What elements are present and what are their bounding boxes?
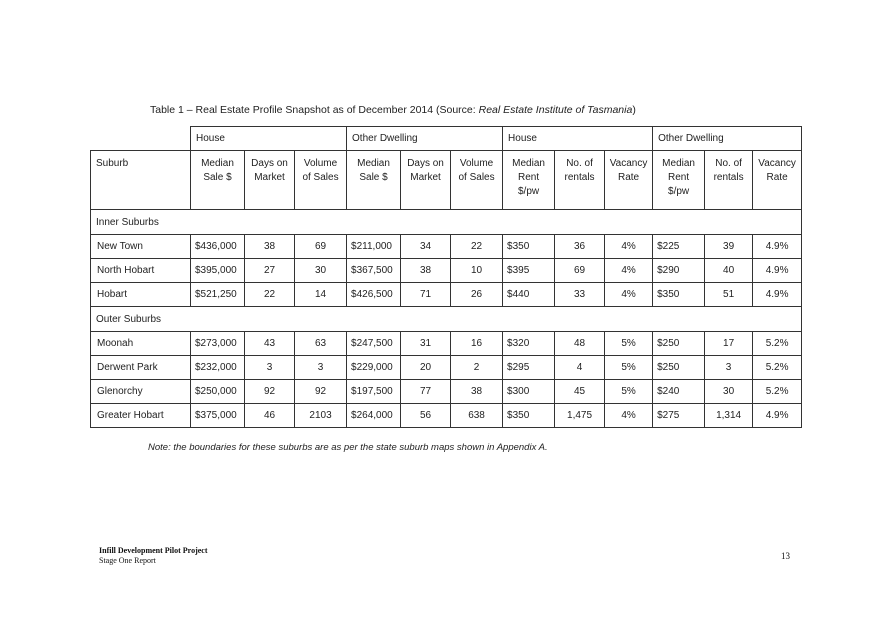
table-cell: 30 [295, 259, 347, 283]
table-cell: 20 [401, 356, 451, 380]
table-cell: 48 [555, 332, 605, 356]
table-cell: 39 [705, 235, 753, 259]
table-cell: 16 [451, 332, 503, 356]
table-cell: $232,000 [191, 356, 245, 380]
table-cell: $350 [653, 283, 705, 307]
group-header-row [91, 127, 802, 151]
table-cell: 2 [451, 356, 503, 380]
column-header-row [91, 151, 802, 210]
table-cell: $395 [503, 259, 555, 283]
table-cell: 26 [451, 283, 503, 307]
table-row [91, 283, 802, 307]
table-cell: 4 [555, 356, 605, 380]
col-header-other-vacancy: Vacancy Rate [753, 151, 802, 210]
section-label: Inner Suburbs [91, 210, 802, 235]
col-header-other-rentals: No. of rentals [705, 151, 753, 210]
table-cell: 3 [295, 356, 347, 380]
table-cell: 63 [295, 332, 347, 356]
suburb-name-cell: New Town [91, 235, 191, 259]
group-header-house-sales: House [191, 127, 347, 151]
table-cell: 77 [401, 380, 451, 404]
group-header-blank [91, 127, 191, 151]
col-header-house-volume: Volume of Sales [295, 151, 347, 210]
real-estate-table [90, 126, 802, 428]
suburb-name-cell: Hobart [91, 283, 191, 307]
table-cell: 92 [245, 380, 295, 404]
caption-source: Real Estate Institute of Tasmania [478, 104, 633, 116]
table-cell: 40 [705, 259, 753, 283]
table-cell: 56 [401, 404, 451, 428]
table-cell: 1,314 [705, 404, 753, 428]
col-header-house-rentals: No. of rentals [555, 151, 605, 210]
table-cell: 36 [555, 235, 605, 259]
table-cell: 92 [295, 380, 347, 404]
suburb-name-cell: Greater Hobart [91, 404, 191, 428]
table-cell: 5% [605, 380, 653, 404]
table-cell: 5% [605, 332, 653, 356]
table-cell: 4.9% [753, 283, 802, 307]
table-cell: $250 [653, 356, 705, 380]
table-cell: $273,000 [191, 332, 245, 356]
table-cell: $240 [653, 380, 705, 404]
table-cell: 31 [401, 332, 451, 356]
table-cell: $350 [503, 404, 555, 428]
suburb-name-cell: Moonah [91, 332, 191, 356]
col-header-other-volume: Volume of Sales [451, 151, 503, 210]
table-row [91, 259, 802, 283]
section-row [91, 307, 802, 332]
table-cell: 38 [245, 235, 295, 259]
table-cell: 5.2% [753, 332, 802, 356]
col-header-other-median-sale: Median Sale $ [347, 151, 401, 210]
group-header-other-sales: Other Dwelling [347, 127, 503, 151]
col-header-house-vacancy: Vacancy Rate [605, 151, 653, 210]
table-cell: $367,500 [347, 259, 401, 283]
table-cell: $426,500 [347, 283, 401, 307]
table-cell: 4% [605, 235, 653, 259]
group-header-other-rent: Other Dwelling [653, 127, 802, 151]
col-header-house-days: Days on Market [245, 151, 295, 210]
suburb-name-cell: Derwent Park [91, 356, 191, 380]
table-cell: 45 [555, 380, 605, 404]
table-cell: 4.9% [753, 235, 802, 259]
section-row [91, 210, 802, 235]
table-caption [150, 104, 636, 116]
table-cell: 69 [295, 235, 347, 259]
table-cell: 1,475 [555, 404, 605, 428]
table-row [91, 356, 802, 380]
col-header-house-median-sale: Median Sale $ [191, 151, 245, 210]
table-cell: 69 [555, 259, 605, 283]
col-header-other-rent: Median Rent $/pw [653, 151, 705, 210]
table-cell: 51 [705, 283, 753, 307]
table-cell: 34 [401, 235, 451, 259]
table-cell: 10 [451, 259, 503, 283]
table-cell: 27 [245, 259, 295, 283]
table-cell: 5% [605, 356, 653, 380]
table-cell: 38 [451, 380, 503, 404]
table-cell: 2103 [295, 404, 347, 428]
caption-suffix: ) [632, 104, 636, 116]
table-cell: $395,000 [191, 259, 245, 283]
table-cell: 30 [705, 380, 753, 404]
table-cell: 17 [705, 332, 753, 356]
table-cell: 4.9% [753, 259, 802, 283]
table-cell: $350 [503, 235, 555, 259]
table-cell: $225 [653, 235, 705, 259]
table-cell: $247,500 [347, 332, 401, 356]
table-cell: 5.2% [753, 356, 802, 380]
page-footer [99, 546, 208, 566]
footer-project-title: Infill Development Pilot Project [99, 546, 208, 555]
table-cell: $521,250 [191, 283, 245, 307]
suburb-name-cell: North Hobart [91, 259, 191, 283]
table-cell: $295 [503, 356, 555, 380]
table-note: Note: the boundaries for these suburbs are as per the state suburb maps shown in Appendix A. [148, 442, 548, 453]
table-cell: 3 [245, 356, 295, 380]
table-cell: $320 [503, 332, 555, 356]
table-cell: $300 [503, 380, 555, 404]
col-header-house-rent: Median Rent $/pw [503, 151, 555, 210]
table-cell: 71 [401, 283, 451, 307]
table-cell: $250 [653, 332, 705, 356]
table-cell: $290 [653, 259, 705, 283]
table-cell: 38 [401, 259, 451, 283]
caption-prefix: Table 1 – Real Estate Profile Snapshot as of December 2014 (Source: [150, 104, 479, 116]
col-header-other-days: Days on Market [401, 151, 451, 210]
table-cell: 638 [451, 404, 503, 428]
page-number: 13 [781, 551, 790, 561]
table-cell: 4.9% [753, 404, 802, 428]
table-cell: $440 [503, 283, 555, 307]
table-cell: $211,000 [347, 235, 401, 259]
table-cell: 46 [245, 404, 295, 428]
table-cell: 22 [245, 283, 295, 307]
table-row [91, 235, 802, 259]
table-cell: 14 [295, 283, 347, 307]
table-cell: $250,000 [191, 380, 245, 404]
table-cell: $375,000 [191, 404, 245, 428]
col-header-suburb: Suburb [91, 151, 191, 210]
suburb-name-cell: Glenorchy [91, 380, 191, 404]
table-cell: $436,000 [191, 235, 245, 259]
table-cell: 4% [605, 283, 653, 307]
table-cell: 4% [605, 259, 653, 283]
table-cell: 22 [451, 235, 503, 259]
table-cell: $229,000 [347, 356, 401, 380]
table-row [91, 332, 802, 356]
table-cell: 43 [245, 332, 295, 356]
table-cell: $264,000 [347, 404, 401, 428]
table-cell: 5.2% [753, 380, 802, 404]
table-cell: $275 [653, 404, 705, 428]
table-cell: 4% [605, 404, 653, 428]
table-cell: 33 [555, 283, 605, 307]
table-cell: $197,500 [347, 380, 401, 404]
section-label: Outer Suburbs [91, 307, 802, 332]
table-row [91, 380, 802, 404]
footer-report-title: Stage One Report [99, 556, 156, 565]
table-cell: 3 [705, 356, 753, 380]
group-header-house-rent: House [503, 127, 653, 151]
table-row [91, 404, 802, 428]
